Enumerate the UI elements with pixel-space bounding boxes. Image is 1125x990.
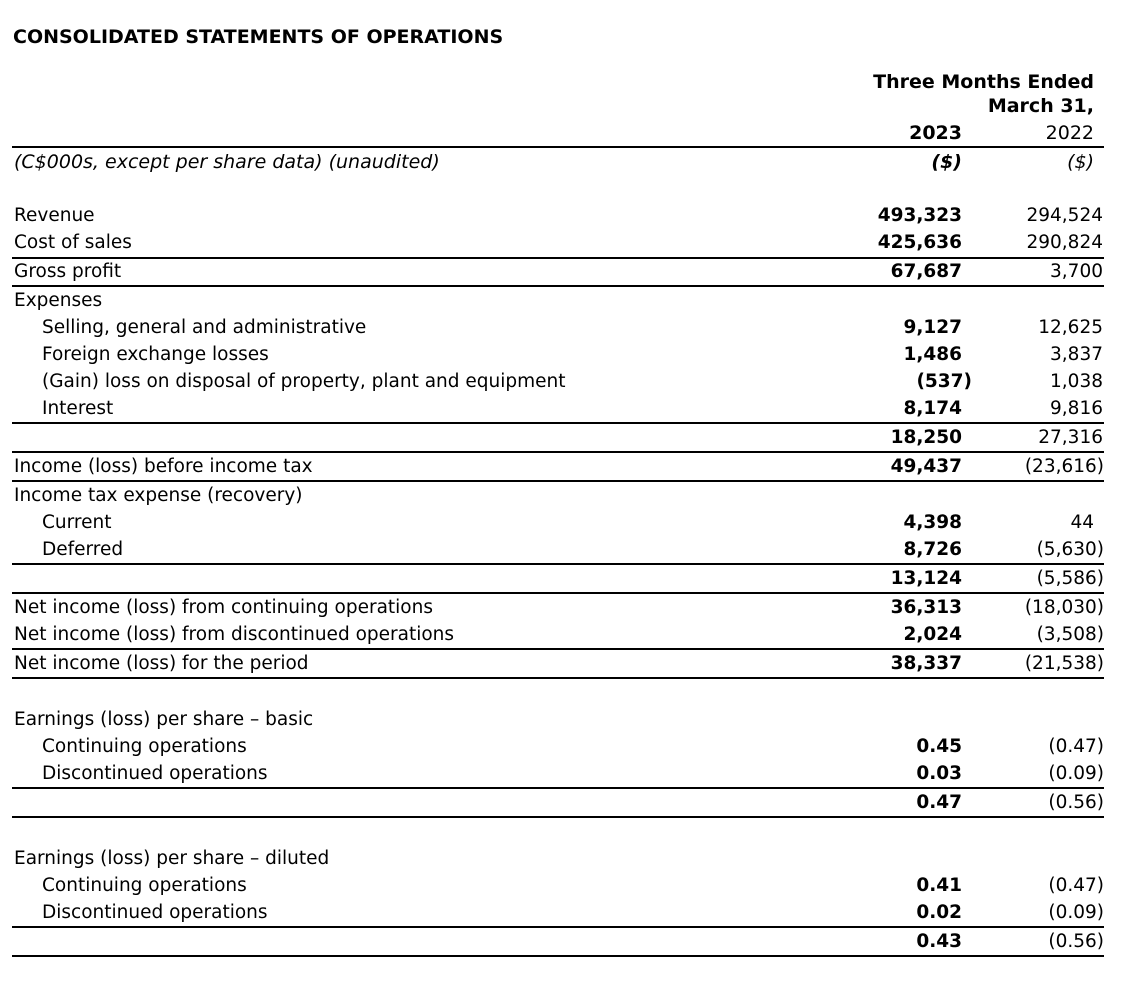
unit-prior-header: ($) [1067,151,1094,173]
table-row: 18,250 27,316 [890,427,1103,448]
row-rule [12,592,1104,594]
table-row: Discontinued operations 0.02 (0.09) [42,902,1104,923]
table-row: Discontinued operations 0.03 (0.09) [42,763,1104,784]
row-rule [12,285,1104,287]
table-row: Expenses [14,290,103,311]
table-row: Net income (loss) for the period 38,337 (21,538) [14,653,1104,674]
table-row: 0.47 (0.56) [916,792,1104,813]
row-rule [12,926,1104,928]
header-rule [12,146,1104,148]
table-row: Current 4,398 44 [42,512,1094,533]
table-row: 13,124 (5,586) [890,568,1104,589]
table-row: Income tax expense (recovery) [14,485,303,506]
table-row: Income (loss) before income tax 49,437 (23,616) [14,456,1104,477]
row-rule [12,563,1104,565]
table-row: Selling, general and administrative 9,127 12,625 [42,317,1103,338]
row-rule [12,480,1104,482]
table-row: 0.43 (0.56) [916,931,1104,952]
units-note: (C$000s, except per share data) (unaudited) [14,151,440,173]
table-row: Revenue 493,323 294,524 [14,205,1103,226]
table-row: Gross profit 67,687 3,700 [14,261,1103,282]
table-row: (Gain) loss on disposal of property, plant and equipment (537) 1,038 [42,371,1103,392]
row-rule [12,451,1104,453]
table-row: Deferred 8,726 (5,630) [42,539,1104,560]
row-rule [12,257,1104,259]
row-rule [12,422,1104,424]
table-row: Net income (loss) from discontinued operations 2,024 (3,508) [14,624,1104,645]
table-row: Net income (loss) from continuing operations 36,313 (18,030) [14,597,1104,618]
row-rule [12,648,1104,650]
unit-current-header: ($) [931,151,962,173]
period-header-line1: Three Months Ended [873,71,1094,93]
row-rule [12,955,1104,957]
table-row: Foreign exchange losses 1,486 3,837 [42,344,1103,365]
table-row: Cost of sales 425,636 290,824 [14,232,1103,253]
row-rule [12,816,1104,818]
period-header-line2: March 31, [987,95,1094,117]
statement-title: CONSOLIDATED STATEMENTS OF OPERATIONS [13,26,504,48]
row-rule [12,677,1104,679]
year-current-header: 2023 [909,122,962,144]
table-row: Continuing operations 0.41 (0.47) [42,875,1104,896]
row-rule [12,787,1104,789]
table-row: Interest 8,174 9,816 [42,398,1103,419]
table-row: Earnings (loss) per share – basic [14,709,314,730]
table-row: Continuing operations 0.45 (0.47) [42,736,1104,757]
year-prior-header: 2022 [1045,122,1094,144]
table-row: Earnings (loss) per share – diluted [14,848,330,869]
